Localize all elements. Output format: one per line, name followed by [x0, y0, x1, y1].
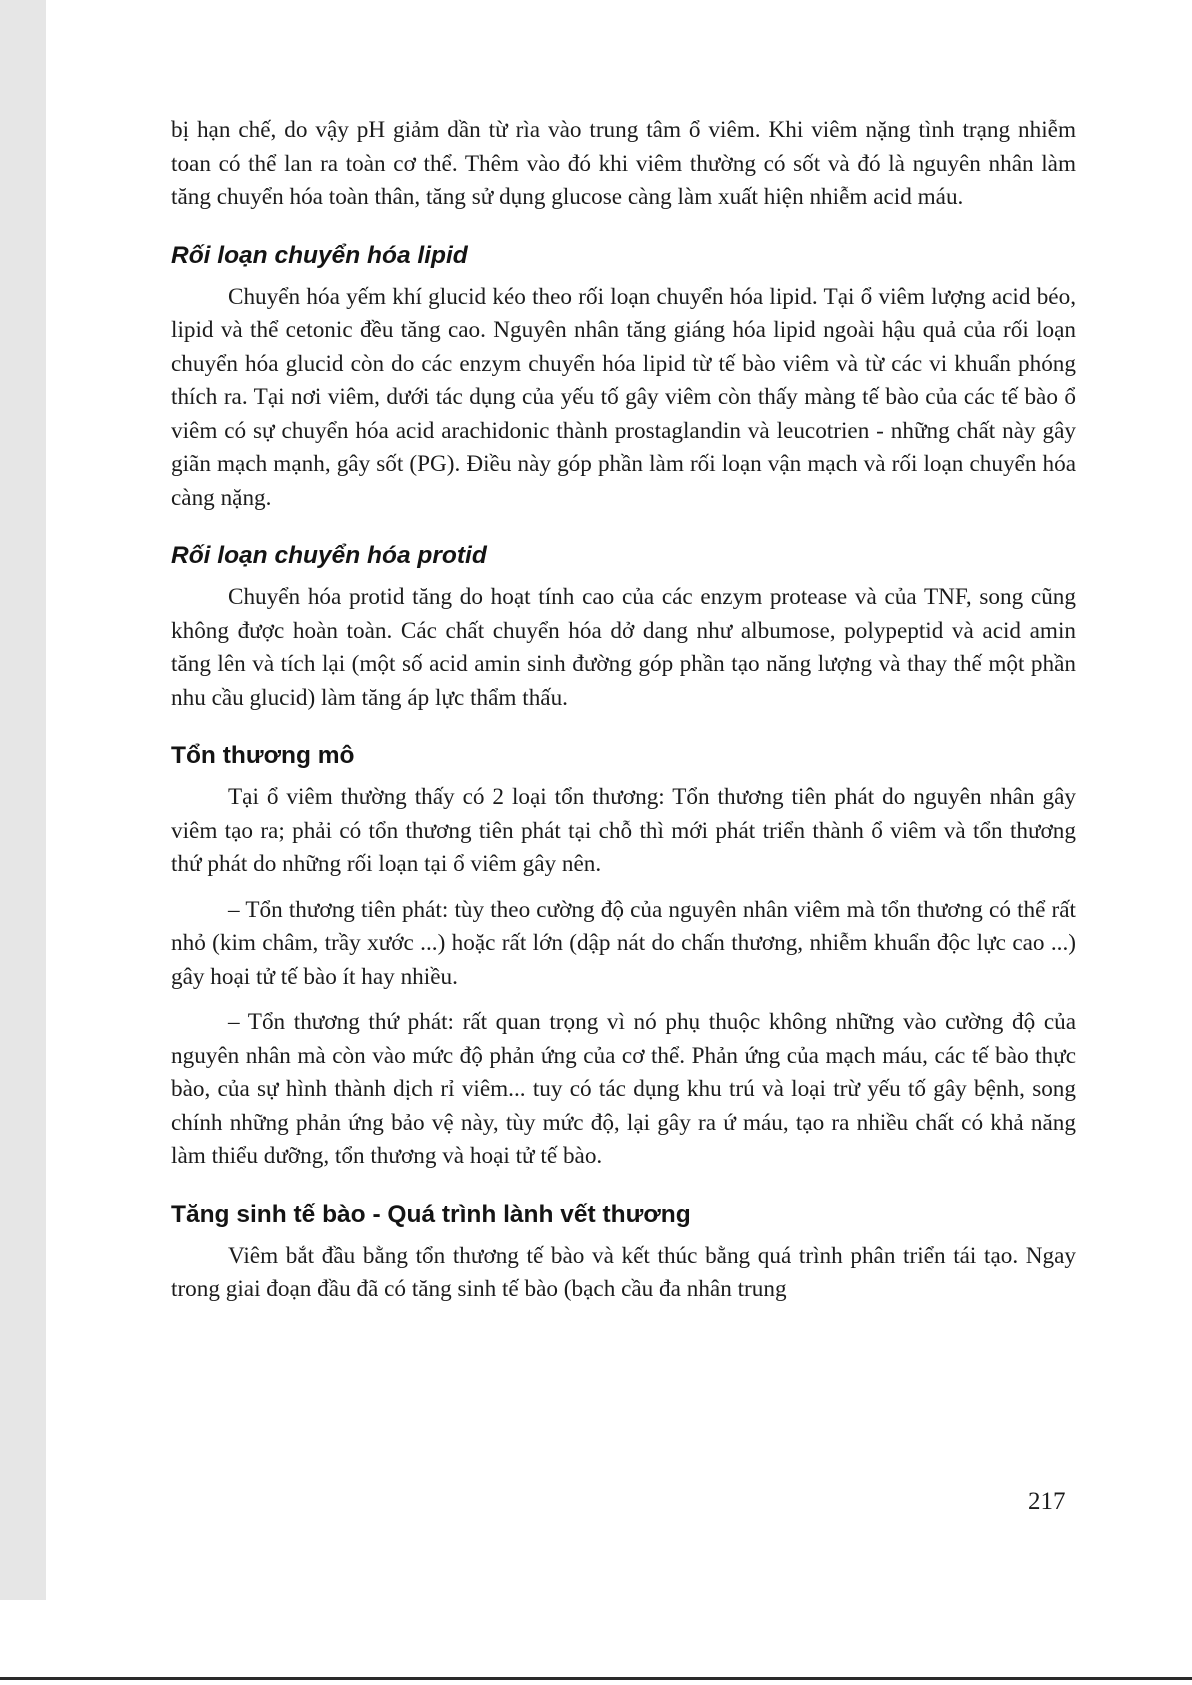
- page-body: [171, 114, 1076, 1307]
- scan-left-margin: [0, 0, 46, 1600]
- scan-bottom-edge: [0, 1677, 1192, 1680]
- lipid-paragraph: Chuyển hóa yếm khí glucid kéo theo rối loạn chuyển hóa lipid. Tại ổ viêm lượng acid béo, lipid và thể cetonic đều tăng cao. Nguyên nhân tăng giáng hóa lipid ngoài hậu quả của rối loạn chuyển hóa glucid còn do các enzym chuyển hóa lipid từ tế bào viêm và từ các vi khuẩn phóng thích ra. Tại nơi viêm, dưới tác dụng của yếu tố gây viêm còn thấy màng tế bào của các tế bào ổ viêm có sự chuyển hóa acid arachidonic thành prostaglandin và leucotrien - những chất này gây giãn mạch mạnh, gây sốt (PG). Điều này góp phần làm rối loạn vận mạch và rối loạn chuyển hóa càng nặng.: [171, 283, 1076, 511]
- heading-protid-metabolism: Rối loạn chuyển hóa protid: [171, 542, 487, 569]
- scan-bottom-area: [0, 1600, 1192, 1685]
- proliferation-paragraph: Viêm bắt đầu bằng tổn thương tế bào và kết thúc bằng quá trình phân triển tái tạo. Ngay trong giai đoạn đầu đã có tăng sinh tế bào (bạch cầu đa nhân trung: [171, 1242, 1076, 1302]
- heading-tissue-damage: Tổn thương mô: [171, 742, 355, 769]
- tissue-paragraph: Tại ổ viêm thường thấy có 2 loại tổn thương: Tổn thương tiên phát do nguyên nhân gây viêm tạo ra; phải có tổn thương tiên phát tại chỗ thì mới phát triển thành ổ viêm và tổn thương thứ phát do những rối loạn tại ổ viêm gây nên.: [171, 784, 1076, 877]
- secondary-damage-paragraph: – Tổn thương thứ phát: rất quan trọng vì nó phụ thuộc không những vào cường độ của nguyên nhân mà còn vào mức độ phản ứng của cơ thể. Phản ứng của mạch máu, các tế bào thực bào, của sự hình thành dịch rỉ viêm... tuy có tác dụng khu trú và loại trừ yếu tố gây bệnh, song chính những phản ứng bảo vệ này, tùy mức độ, lại gây ra ứ máu, tạo ra nhiều chất có khả năng làm thiểu dưỡng, tổn thương và hoại tử tế bào.: [171, 1009, 1076, 1169]
- heading-cell-proliferation: Tăng sinh tế bào - Quá trình lành vết thương: [171, 1200, 691, 1228]
- page-number: 217: [1028, 1488, 1066, 1515]
- primary-damage-paragraph: – Tổn thương tiên phát: tùy theo cường độ của nguyên nhân viêm mà tổn thương có thể rất nhỏ (kim châm, trầy xước ...) hoặc rất lớn (dập nát do chấn thương, nhiễm khuẩn độc lực cao ...) gây hoại tử tế bào ít hay nhiều.: [171, 896, 1076, 990]
- heading-lipid-metabolism: Rối loạn chuyển hóa lipid: [171, 241, 468, 269]
- protid-paragraph: Chuyển hóa protid tăng do hoạt tính cao của các enzym protease và của TNF, song cũng không được hoàn toàn. Các chất chuyển hóa dở dang như albumose, polypeptid và acid amin tăng lên và tích lại (một số acid amin sinh đường góp phần tạo năng lượng và thay thế một phần nhu cầu glucid) làm tăng áp lực thẩm thấu.: [171, 584, 1076, 711]
- intro-paragraph: bị hạn chế, do vậy pH giảm dần từ rìa vào trung tâm ổ viêm. Khi viêm nặng tình trạng nhiễm toan có thể lan ra toàn cơ thể. Thêm vào đó khi viêm thường có sốt và đó là nguyên nhân làm tăng chuyển hóa toàn thân, tăng sử dụng glucose càng làm xuất hiện nhiễm acid máu.: [171, 117, 1076, 210]
